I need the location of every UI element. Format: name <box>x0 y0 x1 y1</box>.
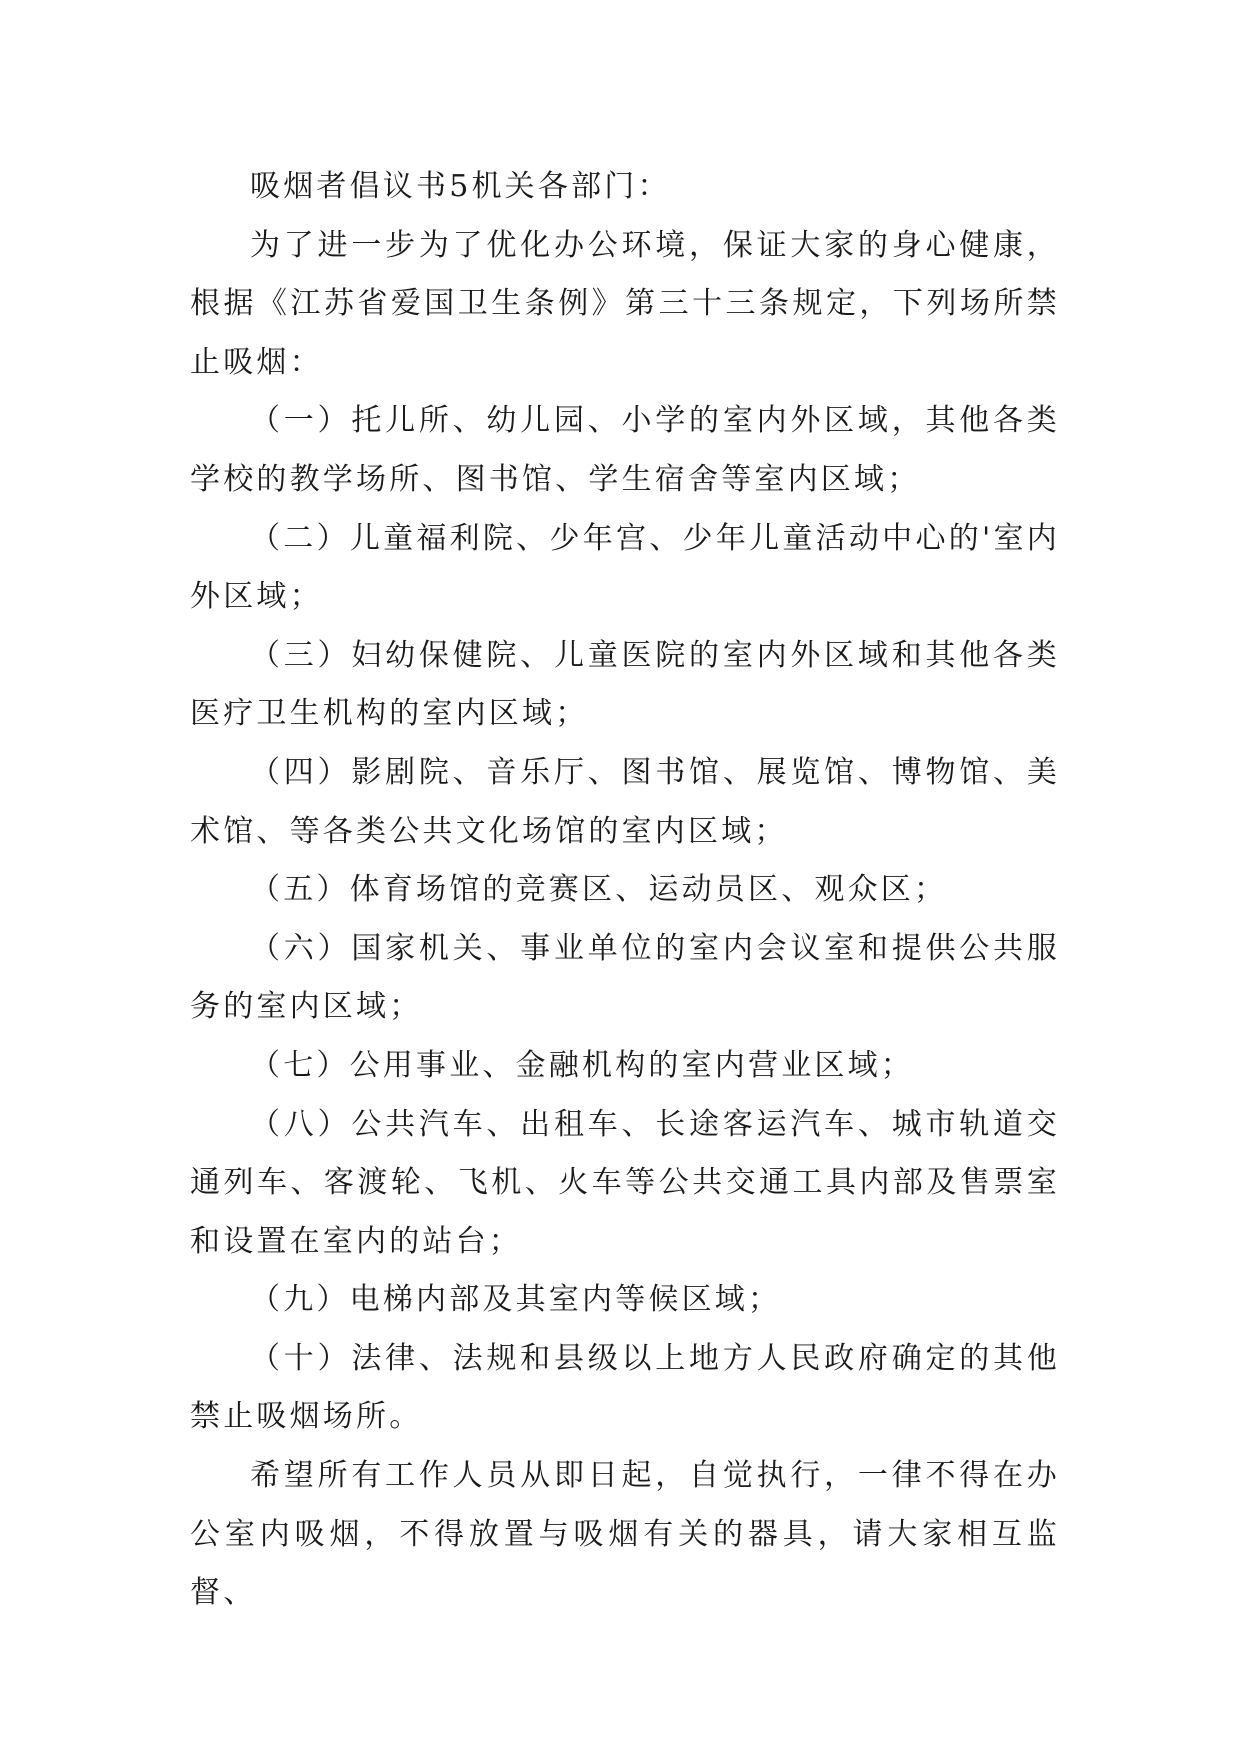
list-item: （七）公用事业、金融机构的室内营业区域； <box>250 1047 914 1083</box>
document-body <box>190 158 1060 1623</box>
intro-paragraph: 为了进一步为了优化办公环境，保证大家的身心健康，根据《江苏省爱国卫生条例》第三十三条规定，下列场所禁止吸烟： <box>190 227 1060 380</box>
list-item: （九）电梯内部及其室内等候区域； <box>250 1282 782 1318</box>
list-item: （四）影剧院、音乐厅、图书馆、展览馆、博物馆、美术馆、等各类公共文化场馆的室内区域； <box>190 754 1060 849</box>
list-item: （八）公共汽车、出租车、长途客运汽车、城市轨道交通列车、客渡轮、飞机、火车等公共交通工具内部及售票室和设置在室内的站台； <box>190 1106 1060 1259</box>
list-item: （六）国家机关、事业单位的室内会议室和提供公共服务的室内区域； <box>190 930 1060 1025</box>
list-item: （一）托儿所、幼儿园、小学的室内外区域，其他各类学校的教学场所、图书馆、学生宿舍等室内区域； <box>190 403 1060 497</box>
closing-paragraph: 希望所有工作人员从即日起，自觉执行，一律不得在办公室内吸烟，不得放置与吸烟有关的器具，请大家相互监督、 <box>190 1458 1060 1611</box>
list-item: （五）体育场馆的竞赛区、运动员区、观众区； <box>250 872 948 908</box>
list-item: （二）儿童福利院、少年宫、少年儿童活动中心的'室内外区域； <box>190 520 1060 615</box>
salutation: 吸烟者倡议书5机关各部门： <box>250 169 671 204</box>
list-item: （三）妇幼保健院、儿童医院的室内外区域和其他各类医疗卫生机构的室内区域； <box>190 637 1060 732</box>
list-item: （十）法律、法规和县级以上地方人民政府确定的其他禁止吸烟场所。 <box>190 1340 1060 1435</box>
